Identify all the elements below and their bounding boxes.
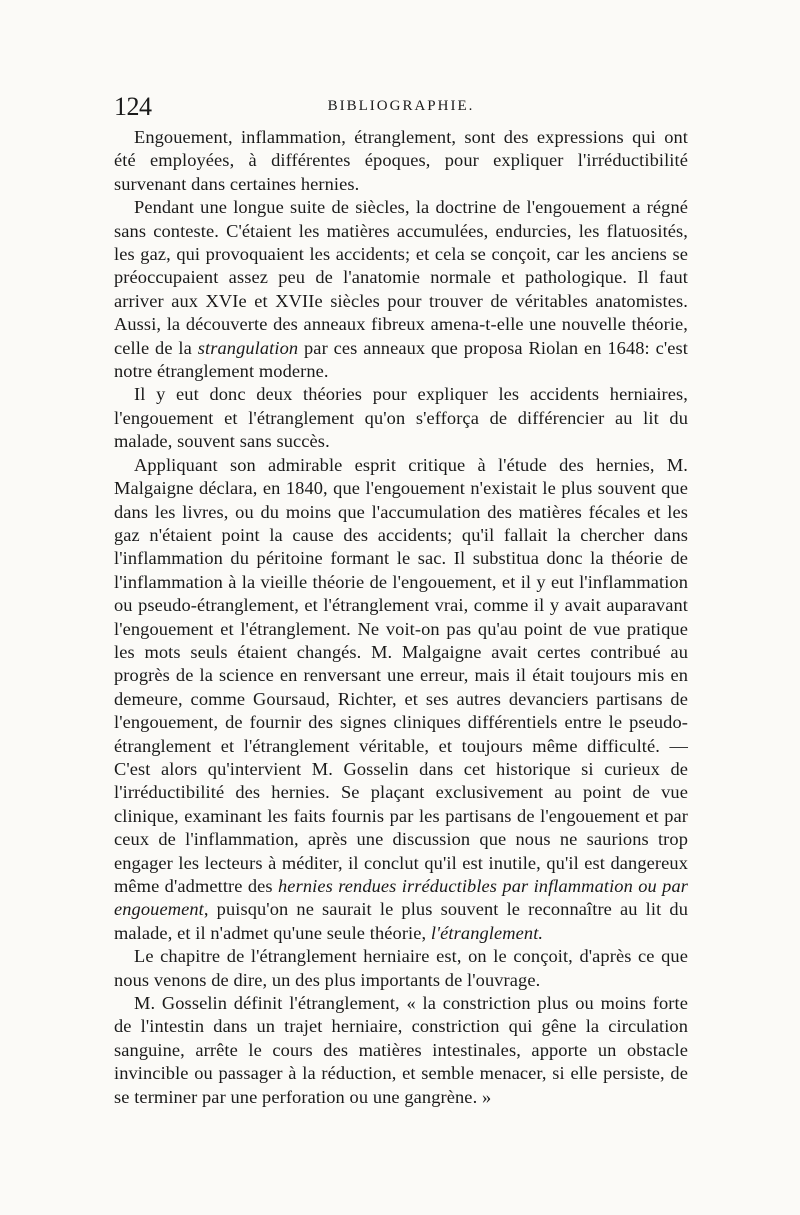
running-title: BIBLIOGRAPHIE. (327, 98, 475, 114)
paragraph-3: Il y eut donc deux théories pour expliquer les accidents herniaires, l'engouement et l'étranglement qu'on s'efforça de différencier au lit du malade, souvent sans succès. (114, 384, 688, 452)
paragraph-2-text-end: par ces anneaux que proposa Riolan en 1648: c'est notre étranglement moderne. (114, 337, 688, 382)
paragraph-4-text-middle: , puisqu'on ne saurait le plus souvent le reconnaître au lit du malade, et il n'admet qu'une seule théorie, (114, 899, 688, 943)
paragraph-4-italic-end: l'étranglement. (430, 922, 544, 943)
paragraph-6: M. Gosselin définit l'étranglement, « la constriction plus ou moins forte de l'intestin dans un trajet herniaire, constriction qui gêne la circulation sanguine, arrête le cours des matières intestinales, apporte un obstacle invincible ou passager à la réduction, et semble menacer, si elle persiste, de se terminer par une perforation ou une gangrène. » (114, 993, 688, 1107)
paragraph-4 (114, 454, 688, 946)
paragraph-2 (114, 196, 688, 383)
paragraph-2-italic: strangulation (197, 337, 299, 358)
paragraph-4-italic: hernies rendues irréductibles par inflammation ou par engouement (114, 876, 688, 920)
paragraph-2-text: Pendant une longue suite de siècles, la doctrine de l'engouement a régné sans conteste. C'étaient les matières accumulées, endurcies, les flatuosités, les gaz, qui provoquaient les accidents; et cela se conçoit, car les anciens se préoccupaient assez peu de l'anatomie normale et pathologique. Il faut arriver aux XVIe et XVIIe siècles pour trouver de véritables anatomistes. Aussi, la découverte des anneaux fibreux amena-t-elle une nouvelle théorie, celle de la (114, 197, 688, 358)
page-number: 124 (114, 92, 152, 121)
book-page (114, 92, 688, 1109)
paragraph-1: Engouement, inflammation, étranglement, sont des expressions qui ont été employées, à différentes époques, pour expliquer l'irréductibilité survenant dans certaines hernies. (114, 127, 688, 194)
paragraph-4-text: Appliquant son admirable esprit critique à l'étude des hernies, M. Malgaigne déclara, en 1840, que l'engouement n'existait le plus souvent que dans les livres, ou du moins que l'accumulation des matières fécales et les gaz n'étaient point la cause des accidents; qu'il fallait la chercher dans l'inflammation du péritoine formant le sac. Il substitua donc la théorie de l'inflammation à la vieille théorie de l'engouement, et il y eut l'inflammation ou pseudo-étranglement, et l'étranglement vrai, comme il y avait auparavant l'engouement et l'étranglement. Ne voit-on pas qu'au point de vue pratique les mots seuls étaient changés. M. Malgaigne avait certes contribué au progrès de la science en renversant une erreur, mais il était toujours mis en demeure, comme Goursaud, Richter, et ses autres devanciers partisans de l'engouement, de fournir des signes cliniques différentiels entre le pseudo-étranglement et l'étranglement véritable, et toujours même difficulté. — C'est alors qu'intervient M. Gosselin dans cet historique si curieux de l'irréductibilité des hernies. Se plaçant exclusivement au point de vue clinique, examinant les faits fournis par les partisans de l'engouement et par ceux de l'inflammation, après une discussion que nous ne saurions trop engager les lecteurs à méditer, il conclut qu'il est inutile, qu'il est dangereux même d'admettre des (114, 454, 688, 896)
page-header (114, 92, 688, 120)
paragraph-5: Le chapitre de l'étranglement herniaire est, on le conçoit, d'après ce que nous venons de dire, un des plus importants de l'ouvrage. (114, 946, 688, 990)
page-body (114, 126, 688, 1109)
